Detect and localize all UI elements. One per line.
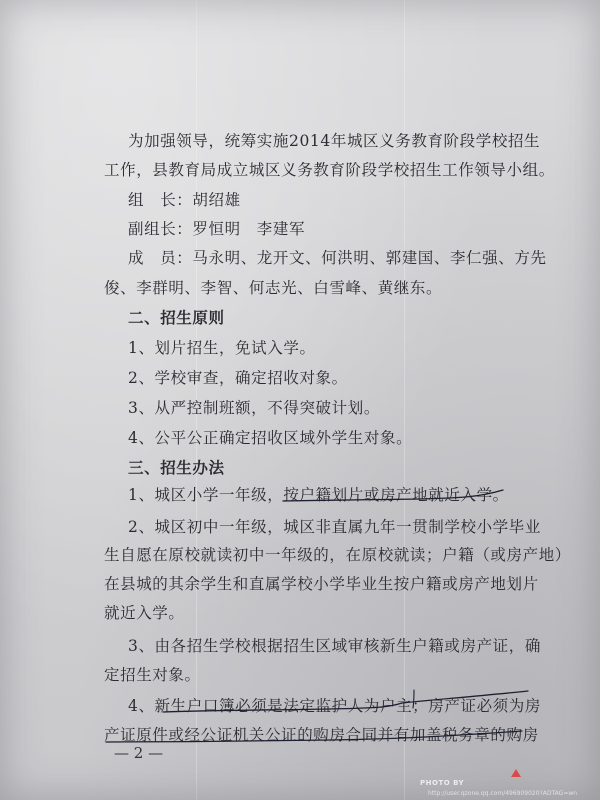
paper-fold — [404, 0, 405, 800]
list-item: 4、公平公正确定招收区域外学生对象。 — [128, 429, 413, 447]
paragraph-line: 在县城的其余学生和直属学校小学毕业生按户籍或房产地划片 — [104, 575, 539, 593]
list-item: 3、从严控制班额，不得突破计划。 — [128, 399, 380, 417]
paragraph-line: 定招生对象。 — [104, 666, 201, 684]
paragraph-line: 为加强领导，统筹实施2014年城区义务教育阶段学校招生 — [128, 132, 541, 150]
list-item: 1、城区小学一年级，按户籍划片或房产地就近入学。 — [128, 486, 509, 504]
paragraph-line: 工作，县教育局成立城区义务教育阶段学校招生工作领导小组。 — [104, 161, 555, 179]
paragraph-line: 生自愿在原校就读初中一年级的，在原校就读；户籍（或房产地） — [104, 546, 571, 564]
section-heading: 三、招生办法 — [128, 459, 225, 477]
list-item: 1、划片招生，免试入学。 — [128, 339, 316, 357]
watermark-logo-icon — [510, 768, 522, 778]
list-item: 2、城区初中一年级，城区非直属九年一贯制学校小学毕业 — [128, 518, 541, 536]
section-heading: 二、招生原则 — [128, 309, 225, 327]
group-leader-line: 组 长：胡绍雄 — [128, 191, 241, 209]
watermark-label: PHOTO BY — [420, 779, 465, 787]
deputy-leader-line: 副组长：罗恒明 李建军 — [128, 220, 306, 238]
list-item: 4、新生户口簿必须是法定监护人为户主；房产证必须为房 — [128, 697, 541, 715]
paragraph-line: 就近入学。 — [104, 604, 185, 622]
photo-watermark — [420, 770, 577, 797]
page-number: — 2 — — [114, 744, 164, 762]
list-item: 3、由各招生学校根据招生区域审核新生户籍或房产证，确 — [128, 637, 541, 655]
list-item: 2、学校审查，确定招收对象。 — [128, 369, 348, 387]
members-line: 成 员：马永明、龙开文、何洪明、郭建国、李仁强、方先 — [128, 249, 547, 267]
members-line: 俊、李群明、李智、何志光、白雪峰、黄继东。 — [104, 279, 443, 297]
watermark-url: http://user.qzone.qq.com/496909020?ADTAG=wn — [428, 790, 578, 797]
paragraph-line: 产证原件或经公证机关公证的购房合同并有加盖税务章的购房 — [104, 726, 539, 744]
